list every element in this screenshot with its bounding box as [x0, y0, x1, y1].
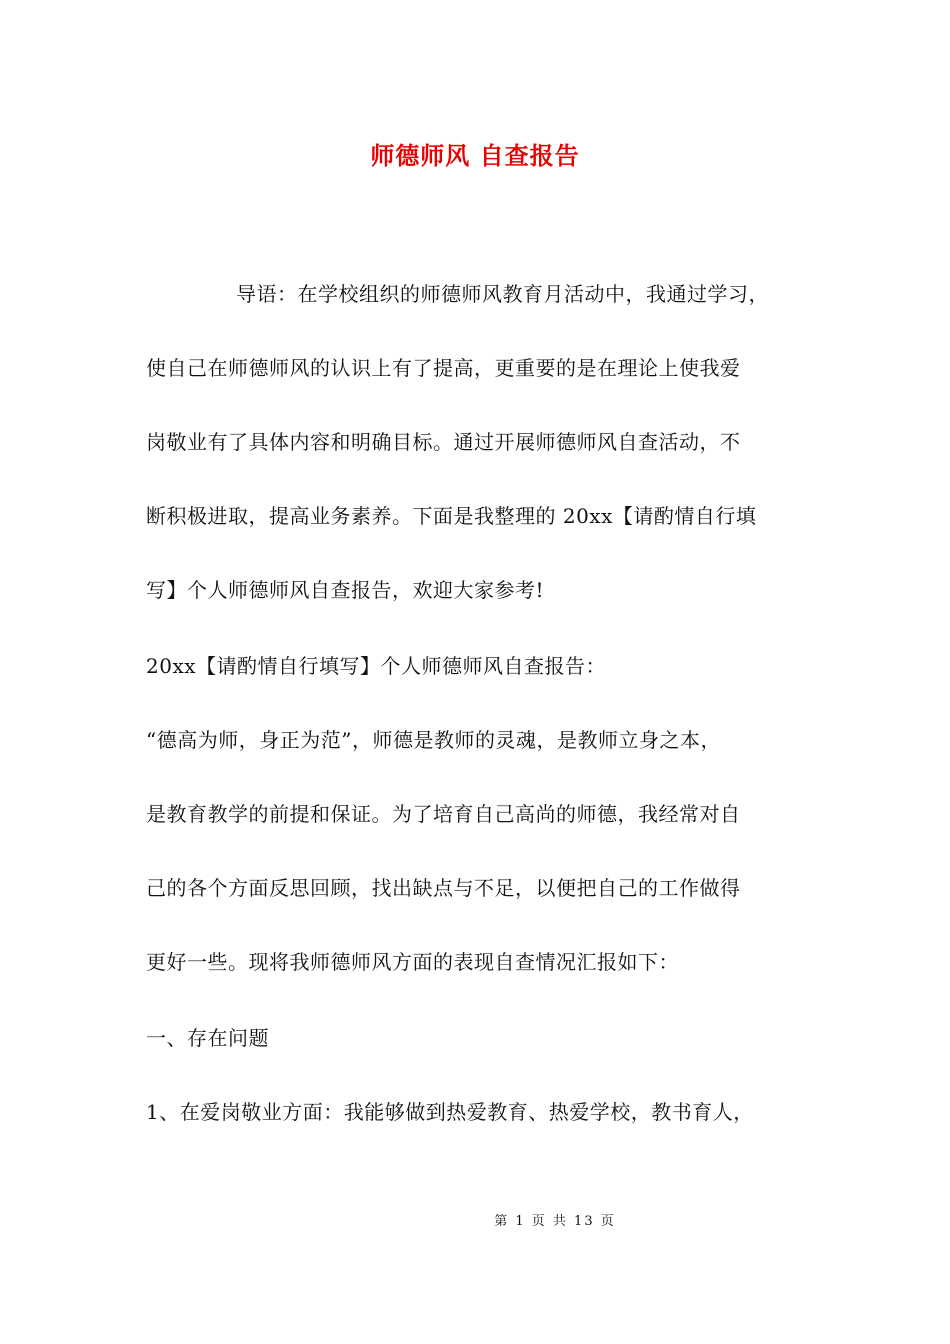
- paragraph-line: 己的各个方面反思回顾，找出缺点与不足，以便把自己的工作做得: [146, 876, 741, 900]
- paragraph-line: 断积极进取，提高业务素养。下面是我整理的 20xx【请酌情自行填: [146, 504, 757, 528]
- paragraph-line: 更好一些。现将我师德师风方面的表现自查情况汇报如下：: [146, 950, 679, 974]
- paragraph-line: 使自己在师德师风的认识上有了提高，更重要的是在理论上使我爱: [146, 356, 741, 380]
- page-number-footer: 第 1 页 共 13 页: [494, 1214, 616, 1229]
- section-heading-line: 20xx【请酌情自行填写】个人师德师风自查报告：: [146, 654, 607, 678]
- paragraph-line: 1、在爱岗敬业方面：我能够做到热爱教育、热爱学校，教书育人，: [146, 1100, 754, 1124]
- paragraph-line: “德高为师，身正为范”，师德是教师的灵魂，是教师立身之本，: [146, 728, 721, 752]
- paragraph-line: 岗敬业有了具体内容和明确目标。通过开展师德师风自查活动，不: [146, 430, 741, 454]
- section-heading: 一、存在问题: [146, 1026, 269, 1050]
- document-title: 师德师风 自查报告: [370, 141, 580, 170]
- paragraph-line: 写】个人师德师风自查报告，欢迎大家参考!: [146, 578, 545, 602]
- paragraph-line: 是教育教学的前提和保证。为了培育自己高尚的师德，我经常对自: [146, 802, 741, 826]
- paragraph-line: 导语：在学校组织的师德师风教育月活动中，我通过学习，: [236, 282, 769, 306]
